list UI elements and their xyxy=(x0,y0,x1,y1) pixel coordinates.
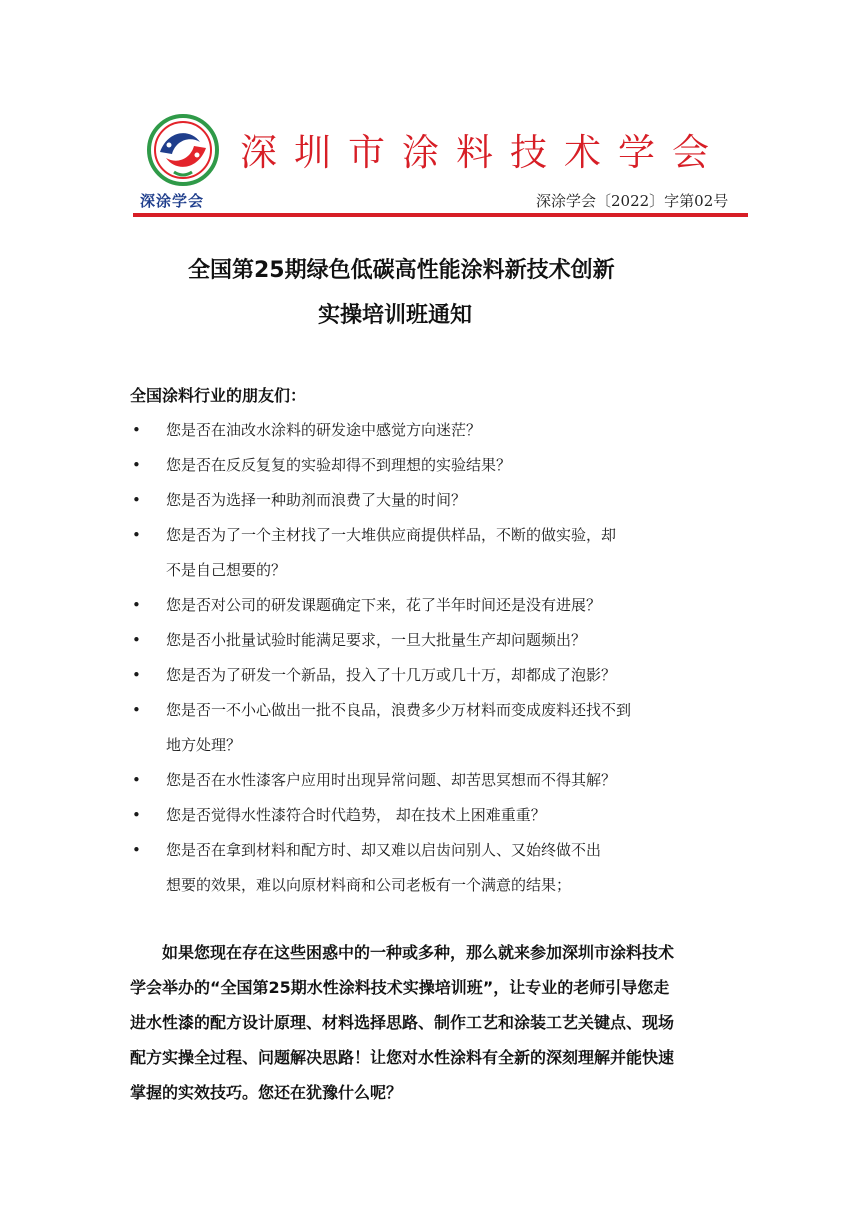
bullet-marker: • xyxy=(132,841,141,859)
question-item xyxy=(130,763,750,798)
question-item xyxy=(130,413,750,448)
bullet-marker: • xyxy=(132,596,141,614)
logo-emblem-icon xyxy=(138,112,228,190)
document-number: 深涂学会〔2022〕字第02号 xyxy=(536,192,729,210)
bullet-marker: • xyxy=(132,666,141,684)
bullet-marker: • xyxy=(132,526,141,544)
question-text-continued: 不是自己想要的？ xyxy=(166,561,287,579)
question-text: 您是否在拿到材料和配方时、却又难以启齿问别人、又始终做不出 xyxy=(166,841,602,859)
bullet-marker: • xyxy=(132,701,141,719)
header-divider xyxy=(133,213,748,217)
greeting: 全国涂料行业的朋友们： xyxy=(130,386,307,405)
question-list xyxy=(130,413,750,903)
bullet-marker: • xyxy=(132,456,141,474)
question-text: 您是否小批量试验时能满足要求，一旦大批量生产却问题频出？ xyxy=(166,631,587,649)
question-item xyxy=(130,518,750,588)
question-text-continued: 地方处理？ xyxy=(166,736,242,754)
question-text: 您是否觉得水性漆符合时代趋势， 却在技术上困难重重？ xyxy=(166,806,546,824)
question-item xyxy=(130,833,750,903)
question-item xyxy=(130,798,750,833)
question-text: 您是否为选择一种助剂而浪费了大量的时间？ xyxy=(166,491,467,509)
question-text: 您是否在反反复复的实验却得不到理想的实验结果？ xyxy=(166,456,512,474)
question-item xyxy=(130,658,750,693)
question-text: 您是否为了一个主材找了一大堆供应商提供样品，不断的做实验，却 xyxy=(166,526,617,544)
paragraph-line: 学会举办的“全国第25期水性涂料技术实操培训班”，让专业的老师引导您走 xyxy=(130,978,670,997)
question-item xyxy=(130,693,750,763)
logo-text: 深涂学会 xyxy=(140,192,205,210)
bullet-marker: • xyxy=(132,631,141,649)
paragraph-line: 如果您现在存在这些困惑中的一种或多种，那么就来参加深圳市涂料技术 xyxy=(162,943,675,962)
bullet-marker: • xyxy=(132,771,141,789)
question-text: 您是否在水性漆客户应用时出现异常问题、却苦思冥想而不得其解？ xyxy=(166,771,617,789)
body-paragraph xyxy=(130,935,750,1110)
question-item xyxy=(130,623,750,658)
question-text: 您是否一不小心做出一批不良品，浪费多少万材料而变成废料还找不到 xyxy=(166,701,632,719)
paragraph-line: 进水性漆的配方设计原理、材料选择思路、制作工艺和涂装工艺关键点、现场 xyxy=(130,1013,675,1032)
question-text: 您是否为了研发一个新品，投入了十几万或几十万，却都成了泡影？ xyxy=(166,666,617,684)
bullet-marker: • xyxy=(132,421,141,439)
bullet-marker: • xyxy=(132,491,141,509)
paragraph-line: 配方实操全过程、问题解决思路！让您对水性涂料有全新的深刻理解并能快速 xyxy=(130,1048,675,1067)
question-item xyxy=(130,588,750,623)
organization-name: 深圳市涂料技术学会 xyxy=(240,131,726,174)
document-title-line-2: 实操培训班通知 xyxy=(318,303,473,328)
bullet-marker: • xyxy=(132,806,141,824)
question-item xyxy=(130,448,750,483)
question-text: 您是否在油改水涂料的研发途中感觉方向迷茫？ xyxy=(166,421,482,439)
question-item xyxy=(130,483,750,518)
question-text: 您是否对公司的研发课题确定下来，花了半年时间还是没有进展？ xyxy=(166,596,602,614)
society-logo xyxy=(138,112,228,212)
document-title-line-1: 全国第25期绿色低碳高性能涂料新技术创新 xyxy=(188,258,615,283)
question-text-continued: 想要的效果，难以向原材料商和公司老板有一个满意的结果； xyxy=(166,876,572,894)
paragraph-line: 掌握的实效技巧。您还在犹豫什么呢？ xyxy=(130,1083,403,1102)
letterhead xyxy=(0,0,860,230)
